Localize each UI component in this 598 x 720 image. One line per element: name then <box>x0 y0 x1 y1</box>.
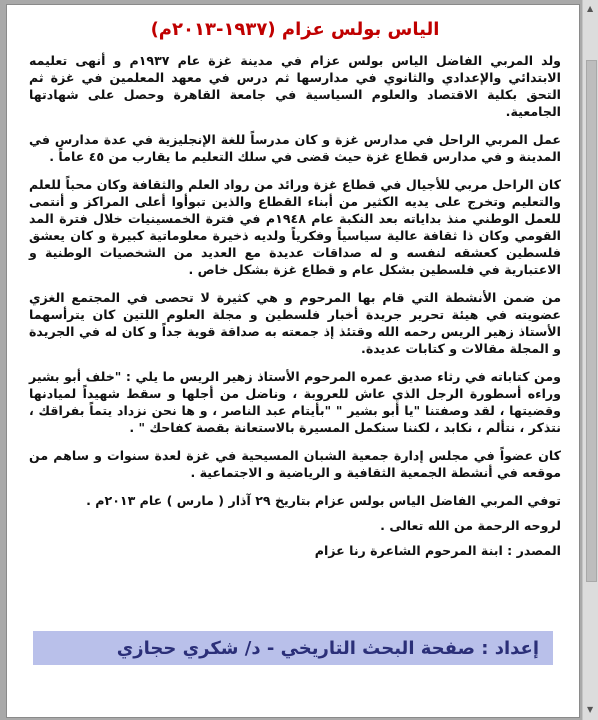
document-page <box>6 4 580 718</box>
paragraph-ymca: كان عضواً في مجلس إدارة جمعية الشبان المسيحية في غزة لعدة سنوات و ساهم من موقعه في أنشطة الجمعية الثقافية و الرياضية و الاجتماعية . <box>29 448 561 480</box>
article-body <box>29 19 561 567</box>
paragraph-death: توفي المربي الفاضل الياس بولس عزام بتاريخ ٢٩ آذار ( مارس ) عام ٢٠١٣م . <box>86 493 561 508</box>
paragraph-source: المصدر : ابنة المرحوم الشاعرة رنا عزام <box>314 543 561 558</box>
paragraph-birth: ولد المربي الفاضل الياس بولس عزام في مدينة غزة عام ١٩٣٧م و أنهى تعليمه الابتدائي والإعدادي والثانوي في مدارسها ثم درس في معهد المعلمين في غزة ثم التحق بكلية الاقتصاد والعلوم السياسية في جامعة القاهرة وحصل على شهادتها الجامعية. <box>29 53 562 119</box>
vertical-scrollbar[interactable] <box>582 0 598 720</box>
paragraph-educator: كان الراحل مربي للأجيال في قطاع غزة ورائد من رواد العلم والثقافة وكان محباً للعلم والتعليم وتخرج على يديه الكثير من أبناء القطاع والذين تبوأوا أعلى المراكز و أنتمى للعمل الوطني منذ بداياته بعد النكبة عام ١٩٤٨م في فترة الخمسينيات خلال فترة المد القومي وكان ذا ثقافة عالية سياسياً وفكرياً ولديه ذخيرة معلوماتية كبيرة و كان يعشق فلسطين كعشقه لنفسه و له صداقات عديدة مع العديد من الشخصيات الوطنية و الاعتبارية في فلسطين بشكل عام و قطاع غزة بشكل خاص . <box>29 177 561 277</box>
page-title: الياس بولس عزام (١٩٣٧-٢٠١٣م) <box>150 19 440 40</box>
paragraph-activities: من ضمن الأنشطة التي قام بها المرحوم و هي كثيرة لا تحصى في المجتمع الغزي عضويته في هيئة تحرير جريدة أخبار فلسطين و مجلة العلوم اللتين كان يترأسهما الأستاذ زهير الريس رحمه الله وقتئذ إذ جمعته به صداقة قوية جداً و كان له في الجريدة و المجلة مقالات و كتابات عديدة. <box>29 290 561 356</box>
paragraph-prayer: لروحه الرحمة من الله تعالى . <box>380 518 561 533</box>
scroll-down-icon[interactable]: ▼ <box>587 705 594 714</box>
scroll-up-icon[interactable]: ▲ <box>587 4 594 13</box>
scrollbar-thumb[interactable] <box>586 60 597 582</box>
paragraph-writings: ومن كتاباته في رثاء صديق عمره المرحوم الأستاذ زهير الريس ما يلي : "خلف أبو بشير وراءه أسطورة الرجل الذي عاش للعروبة ، وناضل من أجلها و سقط شهيداً لميادنها وقضيتها ، لقد وصفتنا "يا أبو بشير " "بأيتام عبد الناصر ، و ها نحن نزداد يتماً بفراقك ، نتذكر ، نتألم ، نكابد ، لكننا سنكمل المسيرة بالاستعانة بقصة كفاحك " . <box>29 369 561 435</box>
credit-banner <box>33 631 553 665</box>
credit-text: إعداد : صفحة البحث التاريخي - د/ شكري حجازي <box>116 637 539 659</box>
paragraph-work: عمل المربي الراحل في مدارس غزة و كان مدرساً للغة الإنجليزية في عدة مدارس في المدينة و في مدارس قطاع غزة حيث قضى في سلك التعليم ما يقارب من ٤٥ عاماً . <box>29 132 561 164</box>
